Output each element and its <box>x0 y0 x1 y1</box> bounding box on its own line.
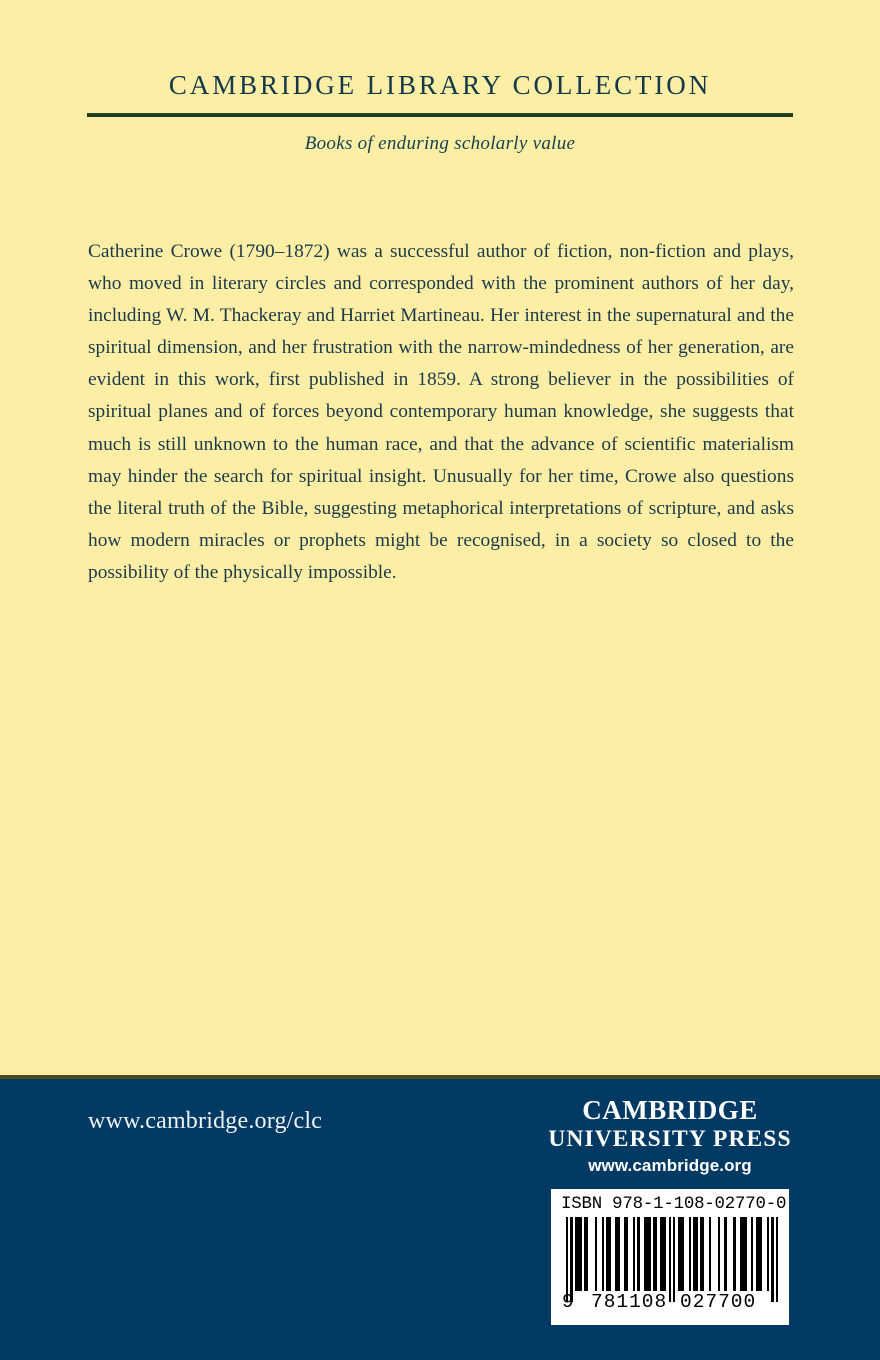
ean-digit-lead: 9 <box>562 1291 575 1313</box>
barcode-digits <box>560 1291 784 1313</box>
series-header <box>0 70 880 101</box>
book-description: Catherine Crowe (1790–1872) was a successful author of fiction, non-fiction and plays, who moved in literary circles and corresponded with the prominent authors of her day, including W. M. Thackeray and Harriet Martineau. Her interest in the supernatural and the spiritual dimension, and her frustration with the narrow-mindedness of her generation, are evident in this work, first published in 1859. A strong believer in the possibilities of spiritual planes and of forces beyond contemporary human knowledge, she suggests that much is still unknown to the human race, and that the advance of scientific materialism may hinder the search for spiritual insight. Unusually for her time, Crowe also questions the literal truth of the Bible, suggesting metaphorical interpretations of scripture, and asks how modern miracles or prophets might be recognised, in a society so closed to the possibility of the physically impossible. <box>88 241 794 583</box>
publisher-subtitle: UNIVERSITY PRESS <box>548 1125 792 1152</box>
publisher-logo <box>546 1087 794 1176</box>
publisher-name: cambridge <box>582 1085 758 1128</box>
series-subtitle: Books of enduring scholarly value <box>304 133 576 154</box>
series-title: CAMBRIDGE LIBRARY COLLECTION <box>168 70 712 100</box>
series-url[interactable]: www.cambridge.org/clc <box>88 1108 323 1134</box>
isbn-barcode <box>551 1189 789 1325</box>
barcode-bars <box>566 1217 778 1291</box>
ean-digit-right: 027700 <box>680 1291 757 1313</box>
ean-digit-left: 781108 <box>591 1291 668 1313</box>
publisher-url[interactable]: www.cambridge.org <box>588 1156 752 1176</box>
header-divider <box>87 113 793 117</box>
isbn-number: ISBN 978-1-108-02770-0 <box>561 1195 787 1214</box>
cover-footer <box>0 1075 880 1360</box>
